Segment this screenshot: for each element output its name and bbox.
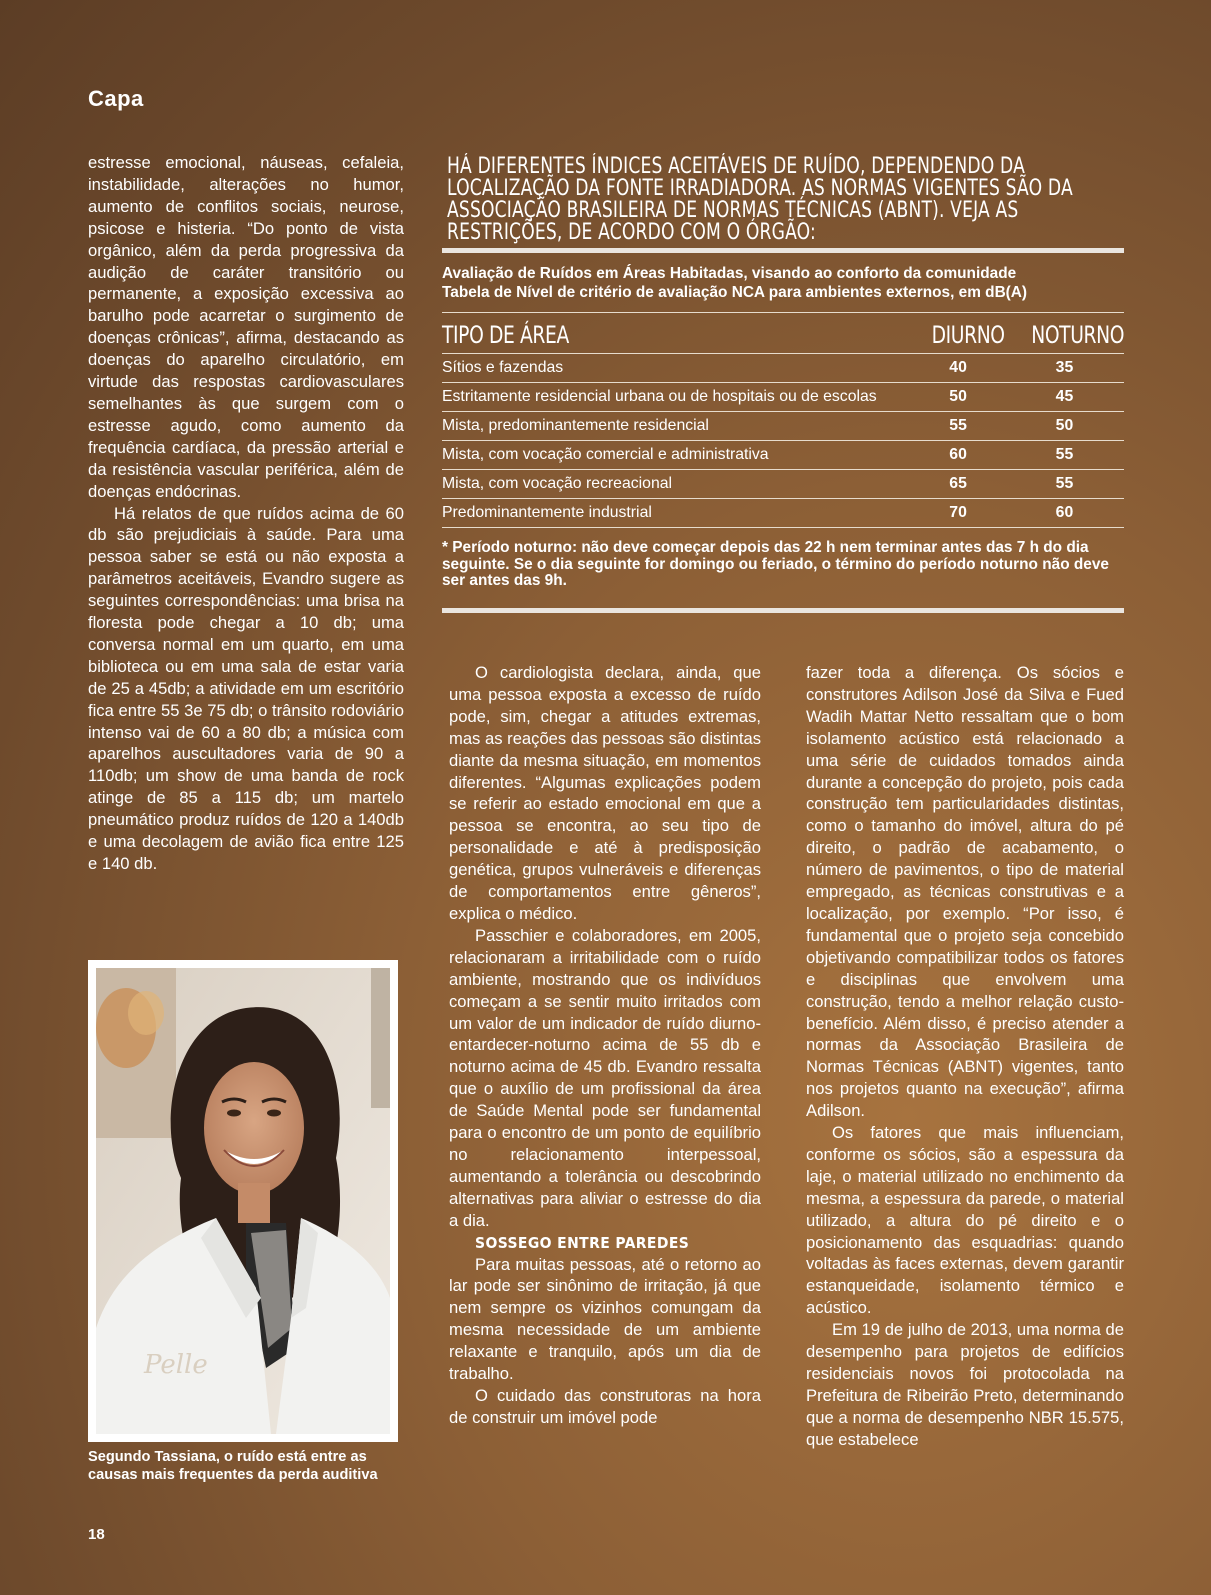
header-night: NOTURNO	[1031, 320, 1124, 349]
night-cell: 35	[1005, 353, 1124, 382]
portrait-image	[96, 968, 390, 1434]
paragraph: Em 19 de julho de 2013, uma norma de desempenho para projetos de edifícios residenciais novos foi protocolada na Prefeitura de Ribeirão Preto, determinando que a norma de desempenho NBR 15.575, que estabelece	[806, 1320, 1124, 1449]
night-cell: 45	[1005, 382, 1124, 411]
area-cell: Mista, com vocação comercial e administrativa	[442, 440, 911, 469]
box-heading: HÁ DIFERENTES ÍNDICES ACEITÁVEIS DE RUÍDO, DEPENDENDO DA LOCALIZAÇÃO DA FONTE IRRADIADORA. AS NORMAS VIGENTES SÃO DA ASSOCIAÇÃO BRASILEIRA DE NORMAS TÉCNICAS (ABNT). VEJA AS RESTRIÇÕES, DE ACORDO COM O ÓRGÃO:	[447, 154, 1073, 245]
table-caption	[442, 264, 1124, 302]
table-row	[442, 353, 1124, 382]
subheading: SOSSEGO ENTRE PAREDES	[475, 1233, 690, 1252]
table-row	[442, 469, 1124, 498]
night-cell: 55	[1005, 440, 1124, 469]
paragraph: O cardiologista declara, ainda, que uma pessoa exposta a excesso de ruído pode, sim, chegar a atitudes extremas, mas as reações das pessoas são distintas diante da mesma situação, em momentos diferentes. “Algumas explicações podem se referir ao estado emocional em que a pessoa se encontra, ao seu tipo de personalidade e até à predisposição genética, grupos vulneráveis e diferenças de comportamentos entre gêneros”, explica o médico.	[449, 663, 761, 923]
nca-table	[442, 318, 1124, 528]
area-cell: Mista, com vocação recreacional	[442, 469, 911, 498]
table-header-row	[442, 318, 1124, 353]
article-column-3	[806, 662, 1124, 1451]
day-cell: 55	[911, 411, 1005, 440]
night-cell: 55	[1005, 469, 1124, 498]
table-row	[442, 411, 1124, 440]
table-row	[442, 440, 1124, 469]
paragraph: O cuidado das construtoras na hora de construir um imóvel pode	[449, 1386, 761, 1427]
day-cell: 65	[911, 469, 1005, 498]
table-row	[442, 382, 1124, 411]
paragraph: Os fatores que mais influenciam, conforme os sócios, são a espessura da laje, o material utilizado no enchimento da mesma, a espessura da parede, o material utilizado, a altura do pé direito e o posicionamento das esquadrias: quando voltadas às faces externas, devem garantir estanqueidade, isolamento térmico e acústico.	[806, 1123, 1124, 1318]
table-footnote: * Período noturno: não deve começar depois das 22 h nem terminar antes das 7 h do dia seguinte. Se o dia seguinte for domingo ou feriado, o término do período noturno não deve ser antes das 9h.	[442, 539, 1109, 589]
table-caption-line-1: Avaliação de Ruídos em Áreas Habitadas, visando ao conforto da comunidade	[442, 265, 1017, 282]
portrait-photo	[88, 960, 398, 1442]
paragraph: fazer toda a diferença. Os sócios e construtores Adilson José da Silva e Fued Wadih Mattar Netto ressaltam que o bom isolamento acústico está relacionado a uma série de cuidados tomados ainda durante a concepção do projeto, pois cada construção tem particularidades distintas, como o tamanho do imóvel, altura do pé direito, o padrão de acabamento, o número de pavimentos, o tipo de material empregado, as técnicas construtivas e a localização, por exemplo. “Por isso, é fundamental que o projeto seja concebido objetivando compatibilizar todos os fatores e disciplinas que envolvem uma construção, tendo a melhor relação custo-benefício. Além disso, é preciso atender a normas da Associação Brasileira de Normas Técnicas (ABNT) vigentes, tanto nos projetos quanto na execução”, afirma Adilson.	[806, 663, 1124, 1121]
article-column-1	[88, 152, 404, 875]
paragraph: Para muitas pessoas, até o retorno ao lar pode ser sinônimo de irritação, já que nem sempre os vizinhos comungam da mesma necessidade de um ambiente relaxante e tranquilo, após um dia de trabalho.	[449, 1254, 761, 1384]
table-caption-line-2: Tabela de Nível de critério de avaliação NCA para ambientes externos, em dB(A)	[442, 284, 1028, 301]
area-cell: Mista, predominantemente residencial	[442, 411, 911, 440]
table-top-line	[442, 312, 1124, 313]
header-area: TIPO DE ÁREA	[442, 320, 569, 349]
area-cell: Predominantemente industrial	[442, 498, 911, 527]
coat-logo-text: Pelle	[144, 1350, 208, 1380]
area-cell: Sítios e fazendas	[442, 353, 911, 382]
day-cell: 60	[911, 440, 1005, 469]
night-cell: 60	[1005, 498, 1124, 527]
header-day: DIURNO	[931, 320, 1005, 349]
article-column-2	[449, 662, 761, 1429]
paragraph: estresse emocional, náuseas, cefaleia, instabilidade, alterações no humor, aumento de conflitos sociais, neurose, psicose e histeria. “Do ponto de vista orgânico, além da perda progressiva da audição de caráter transitório ou permanente, a exposição excessiva ao barulho pode acarretar o surgimento de doenças crônicas”, afirma, destacando as doenças do aparelho circulatório, em virtude das respostas cardiovasculares semelhantes às que surgem com o estresse agudo, como aumento da frequência cardíaca, da pressão arterial e da resistência vascular periférica, além de doenças endócrinas.	[88, 153, 404, 501]
photo-caption: Segundo Tassiana, o ruído está entre as causas mais frequentes da perda auditiva	[88, 1449, 378, 1483]
day-cell: 70	[911, 498, 1005, 527]
box-top-rule	[442, 248, 1124, 253]
table-row	[442, 498, 1124, 527]
day-cell: 40	[911, 353, 1005, 382]
day-cell: 50	[911, 382, 1005, 411]
page-number: 18	[88, 1526, 105, 1543]
paragraph: Há relatos de que ruídos acima de 60 db são prejudiciais à saúde. Para uma pessoa saber se está ou não exposta a parâmetros aceitáveis, Evandro sugere as seguintes correspondências: uma brisa na floresta pode chegar a 10 db; uma conversa normal em um quarto, em uma biblioteca ou em uma sala de estar varia de 25 a 45db; a atividade em um escritório fica entre 55 3e 75 db; o trânsito rodoviário intenso vai de 60 a 80 db; a música com aparelhos auscultadores varia de 90 a 110db; um show de uma banda de rock atinge de 85 a 115 db; um martelo pneumático produz ruídos de 120 a 140db e uma decolagem de avião fica entre 125 e 140 db.	[88, 503, 404, 873]
section-label: Capa	[88, 86, 144, 111]
area-cell: Estritamente residencial urbana ou de hospitais ou de escolas	[442, 382, 911, 411]
box-bottom-rule	[442, 608, 1124, 613]
night-cell: 50	[1005, 411, 1124, 440]
paragraph: Passchier e colaboradores, em 2005, relacionaram a irritabilidade com o ruído ambiente, mostrando que os indivíduos começam a se sentir muito irritados com um valor de um indicador de ruído diurno-entardecer-noturno acima de 55 db e noturno acima de 45 db. Evandro ressalta que o auxílio de um profissional da área de Saúde Mental pode ser fundamental para o encontro de um ponto de equilíbrio no relacionamento interpessoal, aumentando a tolerância ou descobrindo alternativas para aliviar o estresse do dia a dia.	[449, 925, 761, 1230]
